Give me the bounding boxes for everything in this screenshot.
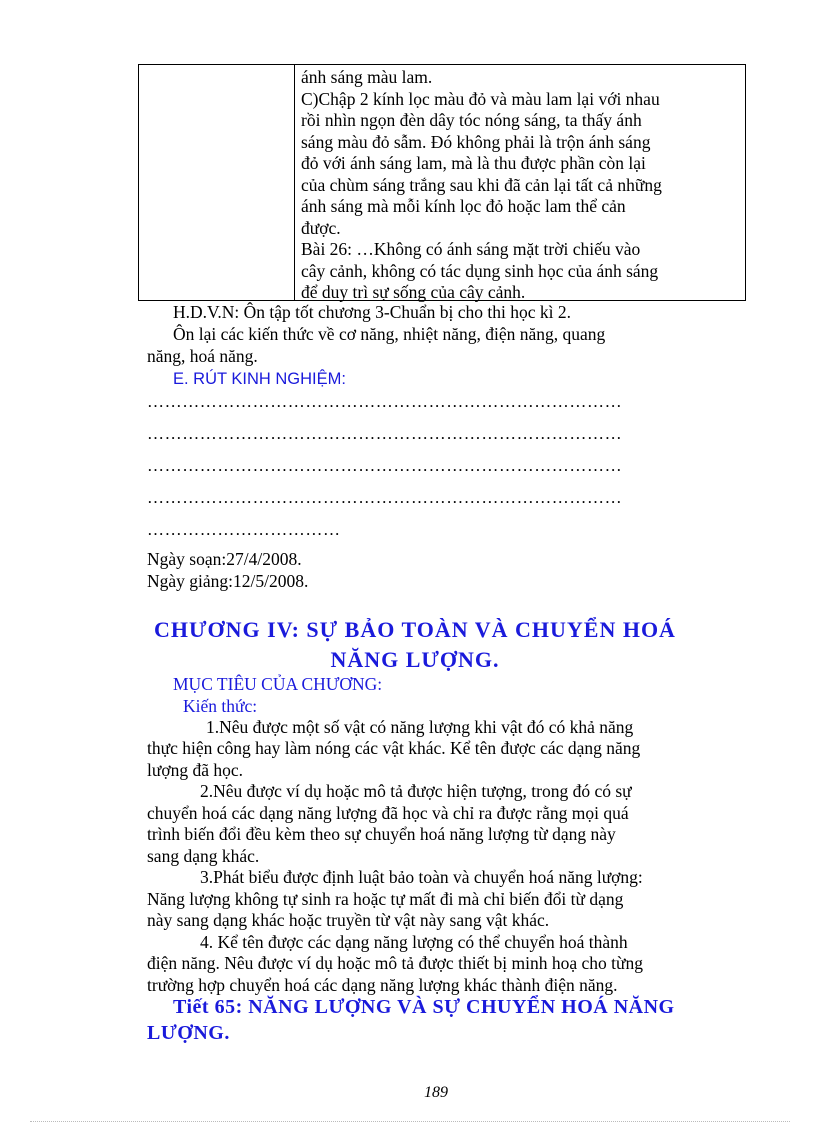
- table-line: ánh sáng mà mỗi kính lọc đỏ hoặc lam thể cản: [301, 196, 626, 216]
- lesson-title-line-1: Tiết 65: NĂNG LƯỢNG VÀ SỰ CHUYỂN HOÁ NĂNG: [173, 996, 675, 1018]
- objective-heading: MỤC TIÊU CỦA CHƯƠNG:: [173, 674, 383, 694]
- objective-line: chuyển hoá các dạng năng lượng đã học và chỉ ra được rằng mọi quá: [147, 803, 629, 823]
- dotted-line: ………………………………………………………………………: [147, 456, 623, 475]
- table-line: C)Chập 2 kính lọc màu đỏ và màu lam lại với nhau: [301, 88, 660, 109]
- ngay-giang: Ngày giảng:12/5/2008.: [147, 571, 309, 591]
- table-line: ánh sáng màu lam.: [301, 67, 433, 87]
- page-number: 189: [424, 1084, 448, 1101]
- knowledge-heading: Kiến thức:: [183, 696, 258, 716]
- objective-line: Năng lượng không tự sinh ra hoặc tự mất đi mà chỉ biến đổi từ dạng: [147, 889, 624, 909]
- objective-line: lượng đã học.: [147, 760, 244, 780]
- table-line: rồi nhìn ngọn đèn dây tóc nóng sáng, ta thấy ánh: [301, 110, 642, 130]
- objective-line: thực hiện công hay làm nóng các vật khác. Kể tên được các dạng năng: [147, 738, 641, 758]
- objective-line: 3.Phát biểu được định luật bảo toàn và chuyển hoá năng lượng:: [200, 867, 643, 887]
- table-line: để duy trì sự sống của cây cảnh.: [301, 282, 526, 302]
- table-line: Bài 26: …Không có ánh sáng mặt trời chiếu vào: [301, 239, 641, 259]
- hdvn-line-1: H.D.V.N: Ôn tập tốt chương 3-Chuẩn bị cho thi học kì 2.: [173, 302, 572, 322]
- objective-line: này sang dạng khác hoặc truyền từ vật này sang vật khác.: [147, 910, 550, 930]
- dotted-line: ……………………………: [147, 520, 341, 539]
- content-table: [138, 64, 746, 301]
- hdvn-line-2: Ôn lại các kiến thức về cơ năng, nhiệt năng, điện năng, quang: [173, 324, 606, 344]
- dotted-line: ………………………………………………………………………: [147, 392, 623, 411]
- table-line: đỏ với ánh sáng lam, mà là thu được phần còn lại: [301, 153, 646, 173]
- table-line: sáng màu đỏ sẫm. Đó không phải là trộn ánh sáng: [301, 131, 651, 152]
- dotted-line: ………………………………………………………………………: [147, 488, 623, 507]
- table-line: cây cảnh, không có tác dụng sinh học của ánh sáng: [301, 260, 659, 281]
- objective-line: điện năng. Nêu được ví dụ hoặc mô tả được thiết bị minh hoạ cho từng: [147, 953, 644, 973]
- lesson-title-line-2: LƯỢNG.: [147, 1022, 230, 1044]
- objective-line: trình biến đổi đều kèm theo sự chuyển hoá năng lượng từ dạng này: [147, 824, 616, 844]
- hdvn-line-3: năng, hoá năng.: [147, 346, 258, 366]
- objective-line: 1.Nêu được một số vật có năng lượng khi vật đó có khả năng: [206, 717, 634, 737]
- chapter-title-line-2: NĂNG LƯỢNG.: [330, 647, 500, 672]
- ngay-soan: Ngày soạn:27/4/2008.: [147, 549, 302, 569]
- objective-line: 2.Nêu được ví dụ hoặc mô tả được hiện tượng, trong đó có sự: [200, 781, 632, 801]
- dotted-line: ………………………………………………………………………: [147, 424, 623, 443]
- table-line: được.: [301, 217, 341, 238]
- objective-line: 4. Kể tên được các dạng năng lượng có thể chuyển hoá thành: [200, 932, 628, 952]
- objective-line: sang dạng khác.: [147, 846, 260, 866]
- rut-kinh-nghiem-heading: E. RÚT KINH NGHIỆM:: [173, 370, 346, 388]
- chapter-title-line-1: CHƯƠNG IV: SỰ BẢO TOÀN VÀ CHUYỂN HOÁ: [154, 617, 676, 642]
- table-line: của chùm sáng trắng sau khi đã cản lại tất cả những: [301, 174, 662, 195]
- table-column-divider: [294, 65, 295, 300]
- objective-line: trường hợp chuyển hoá các dạng năng lượng khác thành điện năng.: [147, 975, 618, 995]
